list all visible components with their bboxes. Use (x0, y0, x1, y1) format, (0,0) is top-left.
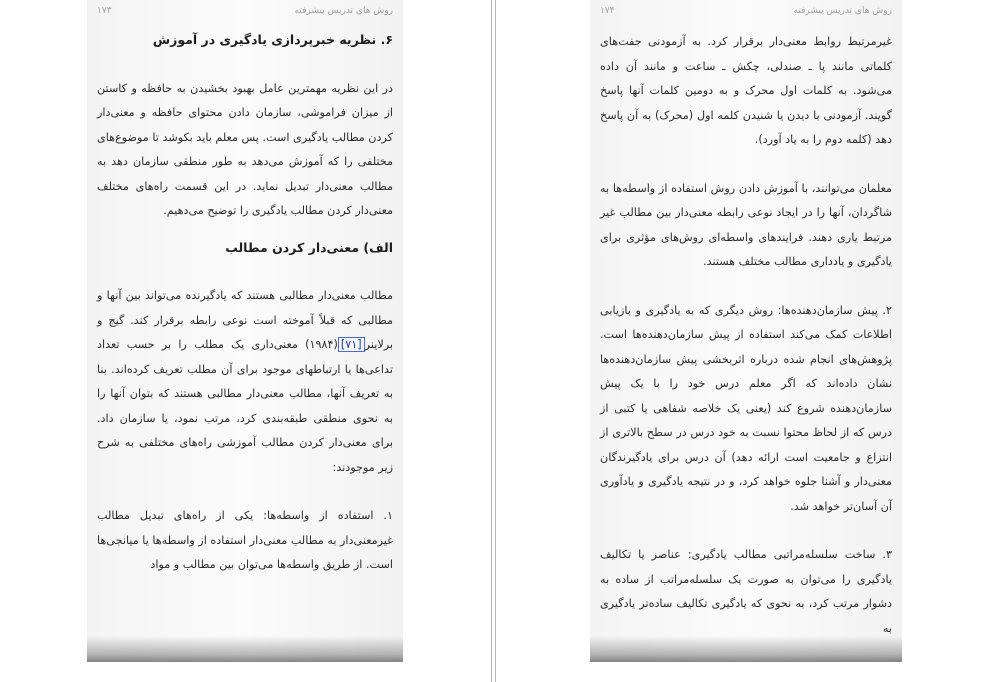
paragraph (97, 284, 393, 480)
paragraph: در این نظریه مهمترین عامل بهبود بخشیدن به حافظه و کاستن از میزان فراموشی، سازمان دادن محتوای حافظه و معنی‌دار کردن مطالب یادگیری است. پس معلم باید بکوشد تا موضوع‌های مختلفی را که آموزش می‌دهد به طور منطقی سازمان دهد به مطالب معنی‌دار تبدیل نماید. در این قسمت راه‌های مختلف معنی‌دار کردن مطالب یادگیری را توضیح می‌دهیم. (97, 81, 393, 217)
running-header (600, 6, 892, 20)
running-header (97, 6, 393, 20)
page-number: ۱۷۳ (97, 6, 112, 16)
subheading: الف) معنی‌دار کردن مطالب (225, 239, 393, 255)
paragraph: ۳. ساخت سلسله‌مراتبی مطالب یادگیری: عناصر یا تکالیف یادگیری را می‌توان به صورت یک سلسله‌مراتب از ساده به دشوار مرتب کرد، به نحوی که یادگیری تکالیف ساده‌تر یادگیری به (600, 548, 892, 635)
page-divider (491, 0, 492, 682)
paragraph: غیرمرتبط روابط معنی‌دار برقرار کرد. به آزمودنی جفت‌های کلماتی مانند پا ـ صندلی، چکش ـ ساعت و مانند آن داده می‌شود. به کلمات اول محرک و به دومین کلمات آنها پاسخ گویند. آزمودنی با دیدن یا شنیدن کلمه اول (محرک) به آن پاسخ دهد (کلمه دوم را به یاد آورد). (600, 35, 892, 146)
running-title: روش های تدریس پیشرفته (294, 6, 393, 16)
page-body (97, 28, 393, 578)
section-heading: ۶. نظریه خبرپردازی یادگیری در آموزش (152, 32, 393, 47)
page-number: ۱۷۴ (600, 6, 615, 16)
running-title: روش های تدریس پیشرفته (793, 6, 892, 16)
citation-link[interactable]: [۷۱] (338, 337, 365, 352)
page-divider (495, 0, 496, 682)
paragraph: ۱. استفاده از واسطه‌ها: یکی از راه‌های تبدیل مطالب غیرمعنی‌دار به مطالب معنی‌دار استفاده از واسطه‌ها یا میانجی‌ها است. از طریق واسطه‌ها می‌توان بین مطالب و مواد (96, 509, 393, 571)
book-page-left (87, 0, 403, 662)
paragraph: معلمان می‌توانند، با آموزش دادن روش استفاده از واسطه‌ها به شاگردان، آنها را در ایجاد نوعی رابطه معنی‌دار بین مطالب غیر مرتبط یاری دهند. فرایندهای واسطه‌ای روش‌های مؤثری برای یادگیری و یادداری مطالب مختلف هستند. (600, 181, 892, 268)
paragraph-text: مطالب معنی‌دار مطالبی هستند که یادگیرنده می‌تواند بین آنها و مطالبی که قبلاً آموخته است نوعی رابطه برقرار کند. گیج و برلاینر (97, 289, 393, 351)
page-body (600, 30, 892, 641)
paragraph: ۲. پیش سازمان‌دهنده‌ها: روش دیگری که به یادگیری و بازیابی اطلاعات کمک می‌کند استفاده از پیش سازمان‌دهنده‌ها است. پژوهش‌های انجام شده درباره اثربخشی پیش سازمان‌دهنده‌ها نشان داده‌اند که اگر معلم درس خود را با یک پیش سازمان‌دهنده شروع کند (یعنی یک خلاصه شفاهی یا کتبی از درس که از لحاظ محتوا نسبت به خود درس در سطح بالاتری از انتزاع و جامعیت است ارائه دهد) آن درس برای یادگیرندگان معنی‌دار و آشنا جلوه خواهد کرد، و در نتیجه یادگیری و یادآوری آن آسان‌تر خواهد شد. (600, 303, 892, 513)
book-page-right (590, 0, 902, 662)
paragraph-text: (۱۹۸۴) معنی‌داری یک مطلب را بر حسب تعداد تداعی‌ها یا ارتباطهای موجود برای آن مطلب تعریف کرده‌اند. بنا به تعریف آنها، مطالب معنی‌دار مطالبی هستند که بتوان آنها را به نحوی منطقی طبقه‌بندی کرد، مرتب نمود، یا سازمان داد. برای معنی‌دار کردن مطالب آموزشی راه‌های مختلفی به شرح زیر موجودند: (97, 338, 393, 474)
